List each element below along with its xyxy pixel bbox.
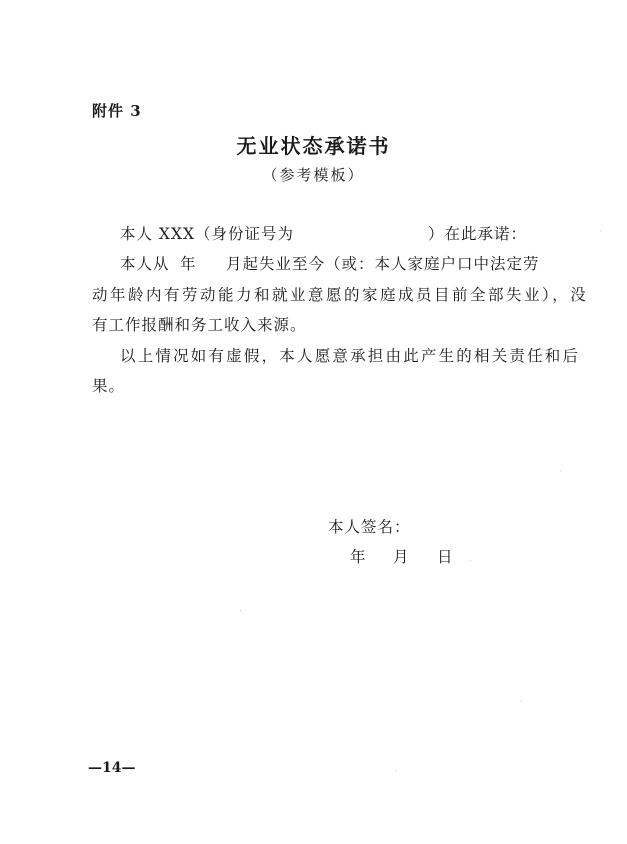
scan-speck bbox=[395, 770, 396, 771]
page-number: —14— bbox=[88, 760, 136, 776]
pledge-line-4: 有工作报酬和务工收入来源。 bbox=[92, 316, 307, 334]
date-day-label: 日 bbox=[437, 548, 453, 566]
pledge-line-1-end: ）在此承诺： bbox=[428, 225, 528, 243]
scan-speck bbox=[600, 230, 601, 231]
scan-speck bbox=[470, 560, 471, 561]
scan-speck bbox=[240, 610, 241, 611]
date-month-label: 月 bbox=[393, 548, 409, 566]
date-year-label: 年 bbox=[350, 548, 366, 566]
signature-label: 本人签名： bbox=[328, 518, 411, 536]
pledge-line-2-rest: 月起失业至今（或：本人家庭户口中法定劳 bbox=[226, 255, 540, 273]
scan-speck bbox=[520, 700, 521, 701]
document-title: 无业状态承诺书 bbox=[236, 134, 391, 158]
pledge-line-2-from: 本人从 bbox=[120, 255, 170, 273]
attachment-label: 附件 3 bbox=[92, 102, 142, 120]
pledge-line-5: 以上情况如有虚假，本人愿意承担由此产生的相关责任和后 bbox=[120, 347, 581, 365]
document-subtitle: （参考模板） bbox=[262, 166, 365, 184]
pledge-line-6: 果。 bbox=[92, 377, 126, 395]
scan-speck bbox=[560, 470, 561, 471]
pledge-line-3: 动年龄内有劳动能力和就业意愿的家庭成员目前全部失业），没 bbox=[92, 286, 589, 304]
pledge-line-2-year: 年 bbox=[180, 255, 197, 273]
pledge-line-1-start: 本人 XXX（身份证号为 bbox=[120, 225, 295, 243]
